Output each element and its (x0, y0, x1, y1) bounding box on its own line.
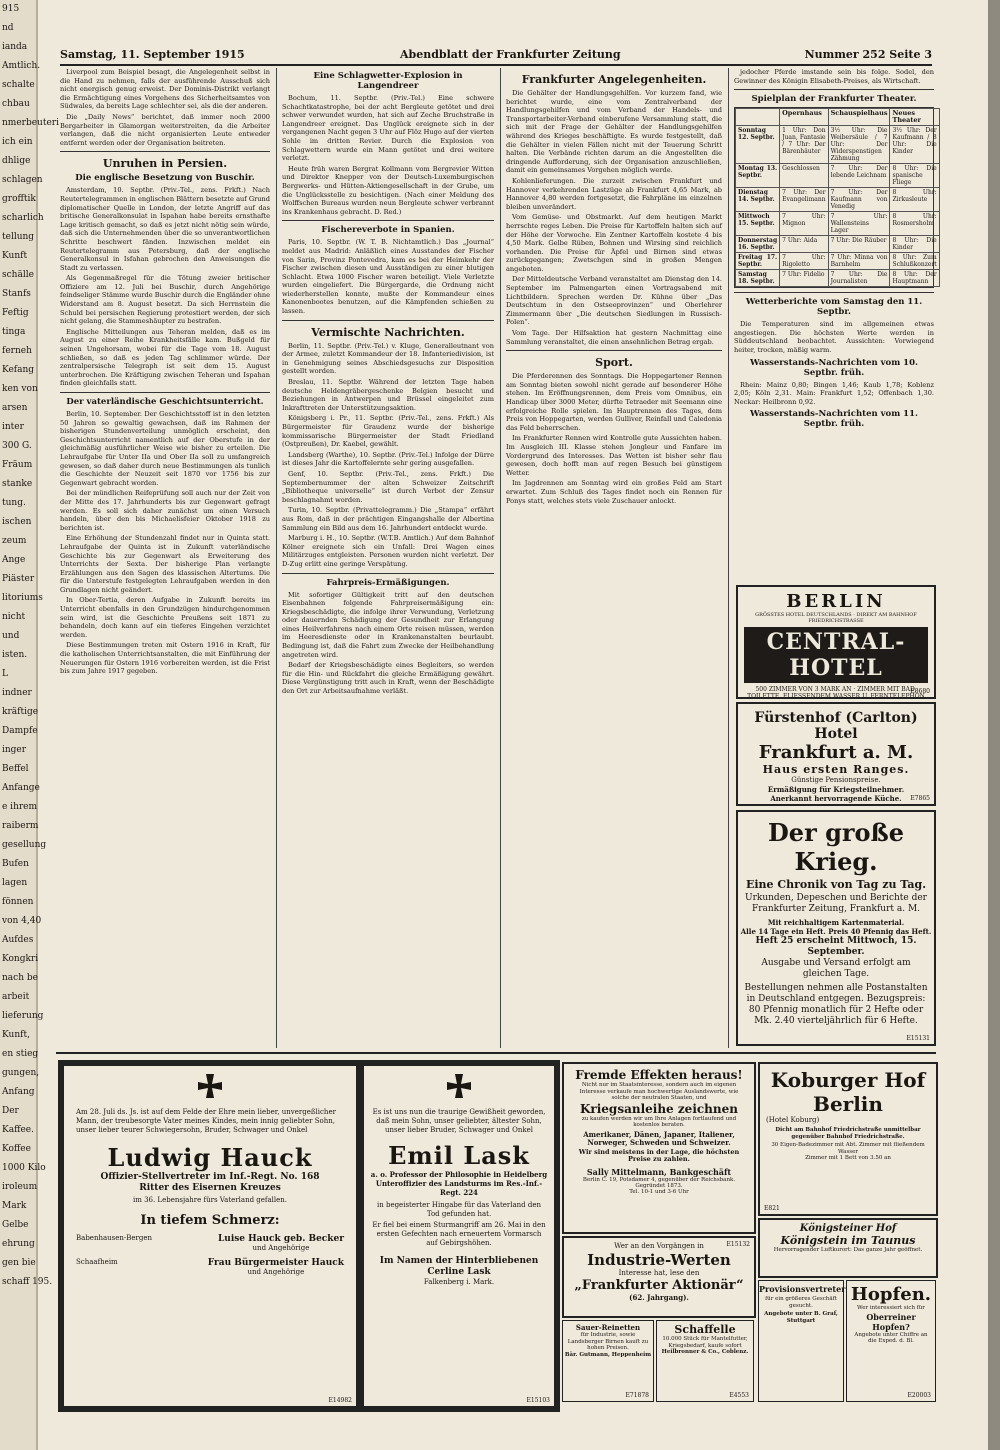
headline-explosion: Eine Schlagwetter-Explosion in Langendreer (313, 71, 463, 91)
theater-program: 8 Uhr: Die Kinder (890, 236, 939, 253)
headline-fahrpreis: Fahrpreis-Ermäßigungen. (326, 577, 450, 588)
article-paragraph: Bochum, 11. Septbr. (Priv.-Tel.) Eine schwere Schachtkatastrophe, bei der acht Bergleute getötet und drei schwer verwundet wurden, hat sich auf Zeche Bruchstraße in Langendreer ereignet. Das Unglück ereignete sich in der vergangenen Nacht gegen 3 Uhr auf Flöz Hugo auf der vierten Sohle im dritten Revier. Durch die Explosion von Schlagwettern wurde ein Mann getötet und drei weitere verletzt. (282, 94, 494, 163)
article-paragraph: Paris, 10. Septbr. (W. T. B. Nichtamtlich.) Das „Journal“ meldet aus Madrid: Anläßlich eines Ausstandes der Fischer von Sarin, Provinz Pontevedra, kam es bei der Heimkehr der Fischer zwischen diesen und Ausständigen zu einer blutigen Schlacht. Etwa 1000 Fischer waren beteiligt. Viele Verletzte wurden eingeliefert. Die Bürgergarde, die Ordnung nicht wiederherstellen konnte, mußte der Kommandeur eines Kanonenbootes benutzen, auf die Kämpfenden schießen zu lassen. (282, 238, 494, 316)
ad-title: Provisionsvertreter (759, 1284, 846, 1294)
column-3 (506, 68, 722, 1048)
theater-header: Schauspielhaus (828, 109, 890, 126)
obituary-place: Babenhausen-Bergen (76, 1234, 153, 1242)
column-rule (276, 68, 277, 1048)
ad-line: Günstige Pensionspreise. (791, 776, 881, 784)
gutter-fragment: 1000 Kilo (2, 1163, 46, 1173)
article-paragraph: Die Pferderennen des Sonntags. Die Hoppegartener Rennen am Sonntag bieten sowohl nicht gerade auf besonderer Höhe stehen. Im Eröffnungsrennen, dem Preis vom Omnibus, ein Handicap über 3000 Meter, dürfte Tetraeder mit Seemann eine erfolgreiche Rolle spielen. Im Hauptrennen des Tages, dem Preis von Hoppegarten, werden Gulliver, Reinfall und Caledonia das Feld beherrschen. (506, 372, 722, 432)
theater-program: Geschlossen (780, 164, 828, 188)
ad-code: E8680 (910, 688, 930, 695)
obituary-family-sub: und Angehörige (252, 1244, 310, 1252)
ad-firm: Sally Mittelmann, Bankgeschäft (586, 1166, 732, 1177)
article-paragraph: Königsberg i. Pr., 11. Septbr. (Priv.-Tel., zens. Frkft.) Als Bürgermeister für Graudenz wurde der bisherige kommissarische Bürgermeister der Stadt Friedland (Ostpreußen), Dr. Kaebel, gewählt. (282, 414, 494, 449)
theater-program: 1 Uhr: Don Juan, Fantasie / 7 Uhr: Der Bärenhäuter (780, 126, 828, 164)
obituary-mourn: Im Namen der Hinterbliebenen (379, 1256, 539, 1266)
obituary-family: Luise Hauck geb. Becker (217, 1234, 344, 1244)
ad-title: Der große Krieg. (767, 818, 905, 876)
ad-fuerstenhof (736, 702, 936, 806)
ad-code: E4553 (729, 1392, 749, 1399)
gutter-fragment: iroleum (2, 1182, 38, 1192)
ad-line: Bestellungen nehmen alle Postanstalten in Deutschland entgegen. Bezugspreis: 80 Pfennig monatlich für 2 Hefte oder Mk. 2.40 vierteljährlich für 6 Hefte. (744, 983, 928, 1026)
theater-day: Mittwoch 15. Septbr. (736, 212, 780, 236)
obituary-text: Er fiel bei einem Sturmangriff am 26. Mai in den ersten Gefechten nach erneuertem Vormarsch auf Gebirgshöhen. (372, 1221, 546, 1247)
ad-code: E15132 (726, 1241, 750, 1248)
ad-central-hotel (736, 585, 936, 699)
gutter-fragment: nd (2, 23, 14, 33)
gutter-fragment: gungen, (2, 1068, 40, 1078)
theater-row (736, 270, 940, 287)
gutter-fragment: gesellung (2, 840, 47, 850)
theater-program: 8 Uhr: Zum Schlußkonzert (890, 253, 939, 270)
headline-fischerei: Fischereverbote in Spanien. (321, 225, 455, 236)
gutter-fragment: ehrung (2, 1239, 35, 1249)
headline-geschichtsunterricht: Der vaterländische Geschichtsunterricht. (66, 397, 264, 407)
ad-line: Interesse hat, lese den (618, 1269, 700, 1277)
article-paragraph: Im Frankfurter Rennen wird Kontrolle gute Aussichten haben. Im Ausgleich III. Klasse stehen Jongleur und Fanfare im Vordergrund des Interesses. Das Wetten ist bisher sehr flau gewesen, doch hofft man auf regen Besuch bei günstigem Wetter. (506, 434, 722, 477)
gutter-fragment: Anfange (2, 783, 40, 793)
ad-info: 500 ZIMMER VON 3 MARK AN · ZIMMER MIT BAD, TOILETTE, FLIESSENDEM WASSER U. FERNTELEPHON (747, 686, 925, 700)
theater-program: 3½ Uhr: Der Kaufmann / 8 Uhr: Die Kinder (890, 126, 939, 164)
ad-code: E71878 (625, 1392, 649, 1399)
theater-program: 7 Uhr: Der Kaufmann von Venedig (828, 188, 890, 212)
gutter-fragment: grofftik (2, 194, 36, 204)
gutter-fragment: stanke (2, 479, 33, 489)
ad-firm: Heilbronner & Co., Coblenz. (661, 1349, 749, 1355)
obituary-cross: Ritter des Eisernen Kreuzes (139, 1183, 281, 1193)
ad-line: Wir sind meistens in der Lage, die höchsten Preise zu zahlen. (578, 1147, 740, 1163)
theater-header: Opernhaus (780, 109, 828, 126)
obituary-intro: Es ist uns nun die traurige Gewißheit geworden, daß mein Sohn, unser geliebter, ältester Sohn, unser lieber Bruder, Schwager und Onkel (372, 1108, 546, 1134)
ad-title: Fremde Effekten heraus! (575, 1068, 743, 1082)
gutter-fragment: lagen (2, 878, 28, 888)
column-2 (282, 68, 494, 1048)
gutter-fragment: tinga (2, 327, 26, 337)
headline-frankfurter: Frankfurter Angelegenheiten. (521, 73, 707, 86)
article-paragraph: Bedarf der Kriegsbeschädigte eines Begleiters, so werden für die Hin- und Rückfahrt die gleiche Ermäßigung gewährt. Diese Vergünstigung tritt auch in Kraft, wenn der Beschädigte den Ort zur Arbeitsaufnahme verläßt. (282, 661, 494, 696)
theater-program: 8 Uhr: Zirkusleute (890, 188, 939, 212)
theater-header: Neues Theater (890, 109, 939, 126)
ad-grosse-krieg (736, 810, 936, 1046)
gutter-fragment: Ange (2, 555, 26, 565)
ad-line: Oberreiner Hopfen? (866, 1311, 916, 1332)
gutter-fragment: arbeit (2, 992, 30, 1002)
headline-sport: Sport. (595, 356, 633, 370)
theater-program: 7 Uhr: Der Evangelimann (780, 188, 828, 212)
article-paragraph: Marburg i. H., 10. Septbr. (W.T.B. Amtlich.) Auf dem Bahnhof Kölner ereignete sich ein Unfall: Drei Wagen eines Militärzuges entgleisten. Personen wurden nicht verletzt. Der D-Zug erlitt eine geringe Verspätung. (282, 534, 494, 568)
ad-line: 30 Eigen-Badezimmer mit Abt. Zimmer mit fließendem Wasser (771, 1142, 925, 1155)
article-paragraph: Mit sofortiger Gültigkeit tritt auf den deutschen Eisenbahnen folgende Fahrpreisermäßigung ein: Kriegsbeschädigte, die infolge ihrer Verwundung, Verletzung oder dauernden Schädigung der Gesundheit zur Erlangung eines Heilverfahrens nach einem Orte reisen müssen, werden im Heeresdienste oder in Krankenanstalten beurlaubt. Bedingung ist, daß die Fahrt zum Zwecke der Heilbehandlung angetreten wird. (282, 590, 494, 659)
column-4 (734, 68, 937, 578)
article-paragraph: jedocher Pferde imstande sein bis folge. Sodel, den Gewinner des Königin Elisabeth-Preises, als Wirtschaft. (734, 68, 934, 85)
gutter-fragment: Kunft, (2, 1030, 30, 1040)
gutter-fragment: Beffel (2, 764, 29, 774)
ad-line: Ermäßigung für Kriegsteilnehmer. (767, 785, 905, 794)
ad-line: Dicht am Bahnhof Friedrichstraße unmittelbar gegenüber Bahnhof Friedrichstraße. (775, 1127, 921, 1140)
article-paragraph: Vom Tage. Der Hilfsaktion hat gestern Nachmittag eine Sammlung veranstaltet, die einen ansehnlichen Betrag ergab. (506, 329, 722, 346)
ad-code: E821 (764, 1205, 780, 1212)
gutter-fragment: Mark (2, 1201, 27, 1211)
theater-program: 7 Uhr: Fidelio (780, 270, 828, 287)
gutter-fragment: schlagen (2, 175, 43, 185)
ad-line: für ein größeres Geschäft gesucht. (765, 1296, 837, 1309)
ad-line: Nicht nur im Staatsinteresse, sondern auch im eigenen Interesse verkaufe man hochwertige Auslandswerte, wie solche der neutralen Staaten, und (579, 1082, 739, 1101)
obituary-place: Falkenberg i. Mark. (423, 1278, 495, 1286)
ad-subtitle: Eine Chronik von Tag zu Tag. (745, 878, 927, 891)
gutter-fragment: nicht (2, 612, 26, 622)
gutter-fragment: lieferung (2, 1011, 44, 1021)
gutter-fragment: 300 G. (2, 441, 32, 451)
section-rule (56, 1052, 936, 1054)
obituary-rank: Unteroffizier des Landsturms im Res.-Inf.-Regt. 224 (375, 1179, 543, 1197)
ad-line: 10.000 Stück für Mantelfutter, Kriegsbedarf, kaufe sofort (662, 1336, 748, 1349)
ad-hopfen (846, 1280, 936, 1402)
gutter-fragment: zeum (2, 536, 27, 546)
gutter-fragment: Anfang (2, 1087, 35, 1097)
ad-line: Königstein im Taunus (780, 1234, 916, 1247)
gutter-fragment: Gelbe (2, 1220, 29, 1230)
ad-code: E7865 (910, 795, 930, 802)
left-page-gutter (0, 0, 59, 1450)
theater-day: Sonntag 12. Septbr. (736, 126, 780, 164)
gutter-fragment: dhlige (2, 156, 31, 166)
headline-vermischte: Vermischte Nachrichten. (311, 325, 465, 339)
theater-program: 8 Uhr: Der Hauptmann (890, 270, 939, 287)
article-paragraph: Berlin, 10. September. Der Geschichtsstoff ist in den letzten 50 Jahren so gewaltig gewachsen, daß im Rahmen der bisherigen Stundenverteilung unmöglich erscheint, den Geschichtsunterricht namentlich auf der Oberstufe in der gleichmäßig ausführlicher Weise wie bisher zu erteilen. Die Lehraufgabe für Unter IIa und Ober IIa soll zu umfangreich gewesen, so daß daher durch neue Bestimmungen als tunlich die Geschichte der Neuzeit seit 1870 vor 1756 bis zur Gegenwart gebracht worden. (60, 410, 270, 487)
headline-weather: Wetterberichte vom Samstag den 11. Septbr. (745, 297, 923, 318)
ad-koburger-hof (758, 1062, 938, 1216)
gutter-fragment: Bufen (2, 859, 29, 869)
article-paragraph: Die Gehälter der Handlungsgehilfen. Vor kurzem fand, wie berichtet wurde, eine vom Zentralverband der Handlungsgehilfen und vom Verband der Handels- und Transportarbeiter-Verband einberufene Versammlung statt, die sich mit der Frage der Gehälter der Handlungsgehilfen während des Krieges beschäftigte. Es wurde festgestellt, daß die Gehälter in vielen Fällen nicht mit der Teuerung Schritt halten. Die Verbände richten darum an die Angestellten die dringende Aufforderung, sich der Organisation anzuschließen, damit ein gemeinsames Vorgehen möglich werde. (506, 89, 722, 175)
ad-tagline: Haus ersten Ranges. (762, 763, 910, 776)
obituary-intro: Am 28. Juli ds. Js. ist auf dem Felde der Ehre mein lieber, unvergeßlicher Mann, der treubesorgte Vater meines Kindes, mein innig geliebter Sohn, unser lieber teurer Schwiegersohn, Bruder, Schwager und Onkel (76, 1108, 336, 1134)
gutter-fragment: Stanfs (2, 289, 31, 299)
article-paragraph: Breslau, 11. Septbr. Während der letzten Tage haben deutsche Heldengräbergeschenke Belgien besucht und Beziehungen in Antwerpen und Brüssel eingeleitet zum Inkrafttreten der Unterstützungsaktion. (282, 378, 494, 412)
masthead-number: Nummer 252 Seite 3 (804, 48, 932, 61)
ad-headline: Kriegsanleihe zeichnen (579, 1101, 738, 1116)
gutter-fragment: indner (2, 688, 32, 698)
gutter-fragment: nach be (2, 973, 38, 983)
gutter-fragment: en stieg (2, 1049, 39, 1059)
column-rule (728, 68, 729, 1048)
ad-line: für Industrie, sowie Landsberger Birnen kauft zu hohen Preisen. (567, 1332, 649, 1351)
article-paragraph: Vom Gemüse- und Obstmarkt. Auf dem heutigen Markt herrschte reges Leben. Die Preise für Kartoffeln halten sich auf der Höhe der Vorwoche. Ein Zentner Kartoffeln kostete 4 bis 4,50 Mark. Gelbe Rüben, Bohnen und Wirsing sind reichlich vorhanden. Die Preise für Äpfel und Birnen sind etwas zurückgegangen; Zwetschgen sind in großen Mengen angeboten. (506, 213, 722, 273)
theater-program: 7 Uhr: Minna von Barnhelm (828, 253, 890, 270)
theater-row (736, 126, 940, 164)
ad-hotel-name: Fürstenhof (Carlton) Hotel (754, 710, 918, 742)
ad-title: Sauer-Reinetten (575, 1323, 641, 1332)
article-paragraph: Englische Mitteilungen aus Teheran melden, daß es im August zu einer Reihe Krankheitsfälle kam. Bußgeld für seinen Ungehorsam, wobei für die Tage vom 18. August schließen, so daß es jeden Tag schlimmer würde. Der zentralpersische Telegraph ist seit dem 15. August unterbrochen. Die Kräftigung zwischen Teheran und Ispahan finden gleichfalls statt. (60, 327, 270, 388)
gutter-fragment: Kunft (2, 251, 28, 261)
article-paragraph: Bei der mündlichen Reifeprüfung soll auch nur der Zeit von der Mitte des 17. Jahrhunderts bis zur Gegenwart gefragt werden. Es soll sich daher zunächst um einen Versuch handeln, über den bis Michaelisfeier Oktober 1918 zu berichten ist. (60, 489, 270, 532)
gutter-fragment: chbau (2, 99, 30, 109)
gutter-fragment: ken von (2, 384, 38, 394)
ad-subline: GRÖSSTES HOTEL DEUTSCHLANDS · DIREKT AM BAHNHOF FRIEDRICHSTRASSE (755, 612, 917, 624)
article-paragraph: Als Gegenmaßregel für die Tötung zweier britischer Offiziere am 12. Juli bei Buschir, durch Angehörige feindseliger Stämme wurde Buschir durch die Engländer ohne Widerstand am 8. August besetzt. Da sich Herrnstein die Schuld bei persischen Regierung protestiert werden, der sich nicht gelang, die Stammeshäupter zu bestrafen. (60, 274, 270, 326)
ad-firm: Bär. Gutmann, Heppenheim (564, 1351, 652, 1358)
theater-program: 8 Uhr: Die spanische Fliege (890, 164, 939, 188)
obituary-age: im 36. Lebensjahre fürs Vaterland gefallen. (132, 1196, 288, 1204)
water-text: Rhein: Mainz 0,80; Bingen 1,46; Kaub 1,78; Koblenz 2,05; Köln 2,31. Main: Frankfurt 1,52; Offenbach 1,30. Neckar: Heilbronn 0,92. (734, 380, 934, 406)
article-paragraph: Berlin, 11. Septbr. (Priv.-Tel.) v. Kluge, Generalleutnant von der Armee, zuletzt Kommandeur der 18. Infanteriedivision, ist in Genehmigung seines Abschiedsgesuchs zur Disposition gestellt worden. (282, 341, 494, 376)
ad-city: BERLIN (786, 591, 886, 612)
ad-reinetten (562, 1320, 654, 1402)
gutter-fragment: raiberm (2, 821, 39, 831)
ad-line: zu kaufen werden wir um Ihre Anlagen fortlaufend und kostenlos beraten. (581, 1115, 737, 1128)
gutter-fragment: tellung (2, 232, 35, 242)
theater-row (736, 212, 940, 236)
article-paragraph: Amsterdam, 10. Septbr. (Priv.-Tel., zens. Frkft.) Nach Reutertelegrammen in englischen Blättern besetzte auf Grund diplomatischer Quelle in London, der letzte Angriff auf das britische Generalkonsulat in Ispahan habe bereits ernsthafte Lage kritisch gemacht, so daß es jetzt nicht nötig sein würde, daß sich die Unternehmenden über die so unverantwortlichen Schritte beschwert fänden. Inzwischen meldet ein Reutertelegramm aus Petersburg, daß der englische Generalkonsul in Isfahan gebrochen den Anweisungen die Stadt zu verlassen. (60, 186, 270, 272)
theater-program: 7 Uhr: Rigoletto (780, 253, 828, 270)
obituary-place: Schaafheim (76, 1258, 118, 1266)
ad-hotel-name: CENTRAL-HOTEL (744, 627, 928, 683)
gutter-fragment: Amtlich. (2, 61, 41, 71)
masthead-date: Samstag, 11. September 1915 (60, 48, 245, 61)
theater-program: 7 Uhr: Die Journalisten (828, 270, 890, 287)
gutter-fragment: kräftige (2, 707, 39, 717)
theater-row (736, 236, 940, 253)
ad-year: Gegründet 1873. (635, 1183, 683, 1189)
gutter-fragment: L (2, 669, 8, 679)
theater-schedule (734, 107, 937, 288)
ad-hours: Tel. 10-1 und 3-6 Uhr (629, 1189, 689, 1195)
gutter-fragment: scharlich (2, 213, 44, 223)
ad-line: Zimmer mit 1 Bett von 3.50 an (805, 1155, 891, 1161)
theater-day: Freitag 17. Septbr. (736, 253, 780, 270)
article-paragraph: Landsberg (Warthe), 10. Septbr. (Priv.-Tel.) Infolge der Dürre ist dieses Jahr die Kartoffelernte sehr gering ausgefallen. (282, 450, 494, 468)
gutter-fragment: tung. (2, 498, 26, 508)
ad-line: Mit reichhaltigem Kartenmaterial. (767, 918, 905, 927)
ad-city: Berlin (813, 1092, 883, 1116)
ad-line: Hervorragender Luftkurort: Das ganze Jahr geöffnet. (773, 1247, 923, 1253)
ad-code: E15131 (906, 1035, 930, 1042)
article-paragraph: In Ober-Tertia, deren Aufgabe in Zukunft bereits im Unterricht ebenfalls in den Grundzügen hindurchgenommen sein wird, ist die Geschichte Preußens seit 1871 zu behandeln, doch kann auf ein tieferes Eingehen verzichtet werden. (60, 596, 270, 639)
weather-text: Die Temperaturen sind im allgemeinen etwas angestiegen. Die höchsten Werte werden in Süddeutschland beobachtet. Aussichten: Vorwiegend heiter, trocken, mäßig warm. (734, 320, 934, 354)
obituary-lask (358, 1060, 560, 1412)
theater-day: Samstag 18. Septbr. (736, 270, 780, 287)
gutter-fragment: gen bie (2, 1258, 36, 1268)
gutter-fragment: nmerbeuteri (2, 118, 59, 128)
theater-day: Donnerstag 16. Septbr. (736, 236, 780, 253)
ad-name: „Frankfurter Aktionär“ (574, 1278, 744, 1293)
article-paragraph: Kohlenlieferungen. Die zurzeit zwischen Frankfurt und Hannover verkehrenden Lastzüge ab Frankfurt 4,65 Mark, ab Hannover 4,80 werden fortgesetzt, die Fahrpläne im einzelnen bleiben unverändert. (506, 176, 722, 211)
column-rule (500, 68, 501, 1048)
ad-headline: Industrie-Werten (587, 1251, 731, 1269)
gutter-fragment: Der (2, 1106, 19, 1116)
gutter-fragment: Koffee (2, 1144, 31, 1154)
ad-line: Angebote unter B. Graf, Stuttgart (764, 1311, 838, 1324)
gutter-fragment: isten. (2, 650, 28, 660)
obituary-family: Cerline Lask (427, 1267, 491, 1277)
article-paragraph: Heute früh waren Bergrat Kollmann vom Bergrevier Witten und Direktor Knepper von der Deutsch-Luxemburgischen Bergwerks- und Hütten-Aktiengesellschaft in der Grube, um die Unglücksstelle zu besichtigen. (Nach einer Meldung des Wolffschen Bureaus wurden neun Bergleute schwer verbrannt ins Krankenhaus gebracht. D. Red.) (282, 164, 494, 216)
ad-koenigsteiner-hof (758, 1218, 938, 1278)
ad-provisionsvertreter (758, 1280, 844, 1402)
obituary-rank: a. o. Professor der Philosophie in Heidelberg (370, 1170, 548, 1179)
iron-cross-icon (193, 1072, 227, 1106)
ad-city: Frankfurt a. M. (758, 742, 914, 763)
gutter-fragment: litoriums (2, 593, 43, 603)
theater-program: 7 Uhr: Die Räuber (828, 236, 890, 253)
ad-code: E14982 (328, 1397, 352, 1404)
gutter-fragment: schälle (2, 270, 34, 280)
gutter-fragment: Dampfe (2, 726, 38, 736)
masthead-paper: Abendblatt der Frankfurter Zeitung (400, 48, 621, 61)
gutter-fragment: Fräum (2, 460, 33, 470)
ad-line: Wer interessiert sich für (857, 1305, 925, 1311)
theater-program: 3½ Uhr: Die Weibersäule / 7 Uhr: Der Widerspenstigen Zähmung (828, 126, 890, 164)
obituary-name: Ludwig Hauck (107, 1143, 313, 1172)
gutter-fragment: Kaffee. (2, 1125, 34, 1135)
headline-persien: Unruhen in Persien. (102, 157, 228, 171)
headline-water-2: Wasserstands-Nachrichten vom 11. Septbr. früh. (750, 409, 918, 430)
obituary-name: Emil Lask (388, 1141, 530, 1170)
subheadline-buschir: Die englische Besetzung von Buschir. (75, 173, 255, 184)
iron-cross-icon (442, 1072, 476, 1106)
gutter-fragment: von 4,40 (2, 916, 42, 926)
ad-address: Berlin C. 19, Potsdamer 4, gegenüber der Reichsbank. (582, 1176, 736, 1183)
theater-row (736, 188, 940, 212)
gutter-fragment: schaff 195. (2, 1277, 53, 1287)
gutter-fragment: inger (2, 745, 27, 755)
obituary-hauck (58, 1060, 362, 1412)
article-paragraph: Diese Bestimmungen treten mit Ostern 1916 in Kraft, für die katholischen Unterrichtsanstalten, die mit Einführung der Neuerungen für Ostern 1916 vorbereiten werden, ist die Frist bis zum Jahre 1917 gegeben. (60, 641, 270, 676)
theater-row (736, 164, 940, 188)
gutter-fragment: 915 (2, 4, 20, 14)
gutter-fragment: ferneh (2, 346, 32, 356)
article-paragraph: Genf, 10. Septbr. (Priv.-Tel., zens. Frkft.) Die Septembernummer der alten Schweizer Zeitschrift „Bibliotheque universelle“ ist durch Verbot der Zensur beschlagnahmt worden. (282, 469, 494, 504)
gutter-fragment: Piäster (2, 574, 35, 584)
article-paragraph: Der Mitteldeutsche Verband veranstaltet am Dienstag den 14. September im Palmengarten einen Vortragsabend mit Lichtbildern. Sprechen werden Dr. Kühne über „Das Deutschtum in den Ostseeprovinzen“ und Oberlehrer Zimmermann über „Die deutschen Siedlungen in Russisch-Polen“. (506, 275, 722, 327)
theater-row (736, 253, 940, 270)
ad-frankfurter-aktionaer (562, 1236, 756, 1318)
ad-schaffelle (656, 1320, 754, 1402)
theater-program: 7 Uhr: Wallensteins Lager (828, 212, 890, 236)
theater-program: 7 Uhr: Der lebende Leichnam (828, 164, 890, 188)
masthead (60, 46, 932, 66)
headline-theater: Spielplan der Frankfurter Theater. (751, 94, 917, 105)
obituary-family-sub: und Angehörige (247, 1268, 305, 1276)
gutter-fragment: fönnen (2, 897, 34, 907)
ad-line: Anerkannt hervorragende Küche. (770, 794, 902, 803)
ad-subline: (Hotel Koburg) (766, 1116, 820, 1124)
article-paragraph: Liverpool zum Beispiel besagt, die Angelegenheit selbst in die Hand zu nehmen, falls der ausführende Ausschuß sich nicht energisch genug erweist. Der Dominis-Distrikt verlangt die Ermächtigung eines Vorgehens des Sicherheitsamtes von Südwales, da bereits Lage schlechter sei, als die der anderen. (60, 68, 270, 111)
ad-line: Urkunden, Depeschen und Berichte der Frankfurter Zeitung, Frankfurt a. M. (745, 893, 927, 914)
obituary-rank: Offizier-Stellvertreter im Inf.-Regt. No. 168 (100, 1172, 320, 1182)
article-paragraph: Turin, 10. Septbr. (Privattelegramm.) Die „Stampa“ erfährt aus Rom, daß in der prächtigen Eingangshalle der Albertina Sammlung ein Bild aus dem 16. Jahrhundert entdeckt wurde. (282, 506, 494, 532)
theater-program: 7 Uhr: Aida (780, 236, 828, 253)
article-paragraph: Im Jagdrennen am Sonntag wird ein großes Feld am Start erwartet. Zum Schluß des Tages findet noch ein Rennen für Ponys statt, welches stets viele Zuschauer anlockt. (506, 479, 722, 505)
gutter-fragment: inter (2, 422, 24, 432)
ad-fremde-effekten (562, 1062, 756, 1234)
gutter-fragment: ich ein (2, 137, 33, 147)
gutter-fragment: e ihrem (2, 802, 38, 812)
theater-program: 7 Uhr: Mignon (780, 212, 828, 236)
theater-program: 8 Uhr: Rosmersholm (890, 212, 939, 236)
theater-day: Dienstag 14. Septbr. (736, 188, 780, 212)
article-paragraph: Eine Erhöhung der Stundenzahl findet nur in Quinta statt. Lehraufgabe der Quinta ist in Zukunft vaterländische Geschichte bis zur Gegenwart als Erweiterung des Unterrichts der Sexta. Der bisherige Plan verlangte Erzählungen aus den Sagen des klassischen Altertums. Die für die Unterstufe festgelegten Lehraufgaben werden in den Grundlagen nicht geändert. (60, 534, 270, 594)
ad-line: Heft 25 erscheint Mittwoch, 15. September. (755, 936, 917, 957)
obituary-text: in begeisterter Hingabe für das Vaterland den Tod gefunden hat. (376, 1201, 542, 1218)
ad-hotel-name: Koburger Hof (770, 1068, 926, 1092)
gutter-fragment: schalte (2, 80, 35, 90)
ad-code: E20003 (907, 1392, 931, 1399)
obituary-family: Frau Bürgermeister Hauck (207, 1258, 344, 1268)
ad-year: (62. Jahrgang). (629, 1293, 689, 1302)
gutter-fragment: Kongkri (2, 954, 39, 964)
ad-line: Wer an den Vorgängen in (614, 1242, 704, 1250)
ad-line: Amerikaner, Dänen, Japaner, Italiener, Norweger, Schweden und Schweizer. (583, 1129, 735, 1147)
gutter-fragment: arsen (2, 403, 28, 413)
ad-line: Alle 14 Tage ein Heft. Preis 40 Pfennig das Heft. (740, 927, 932, 936)
gutter-fragment: Feftig (2, 308, 29, 318)
ad-line: Angebote unter Chiffre an die Exped. d. Bl. (854, 1331, 928, 1344)
gutter-fragment: ischen (2, 517, 32, 527)
page-edge (988, 0, 1000, 1450)
theater-day: Montag 13. Septbr. (736, 164, 780, 188)
ad-code: E15103 (526, 1397, 550, 1404)
gutter-fragment: Kefang (2, 365, 35, 375)
gutter-fragment: und (2, 631, 20, 641)
obituary-mourn: In tiefem Schmerz: (140, 1213, 280, 1228)
ad-line: Königsteiner Hof (799, 1223, 897, 1234)
ad-line: Ausgabe und Versand erfolgt am gleichen Tage. (761, 958, 911, 979)
gutter-fragment: ianda (2, 42, 28, 52)
headline-water: Wasserstands-Nachrichten vom 10. Septbr. früh. (750, 357, 918, 378)
gutter-fragment: Aufdes (2, 935, 34, 945)
article-paragraph: Die „Daily News“ berichtet, daß immer noch 2000 Bergarbeiter in Glamorgan weiterstreiten, da die Arbeiter verlangen, daß die nicht organisierten Leute entweder entfernt werden oder der Organisation beitreten. (60, 112, 270, 147)
ad-title: Hopfen. (850, 1284, 932, 1305)
column-1 (60, 68, 270, 1048)
ad-title: Schaffelle (674, 1323, 736, 1336)
